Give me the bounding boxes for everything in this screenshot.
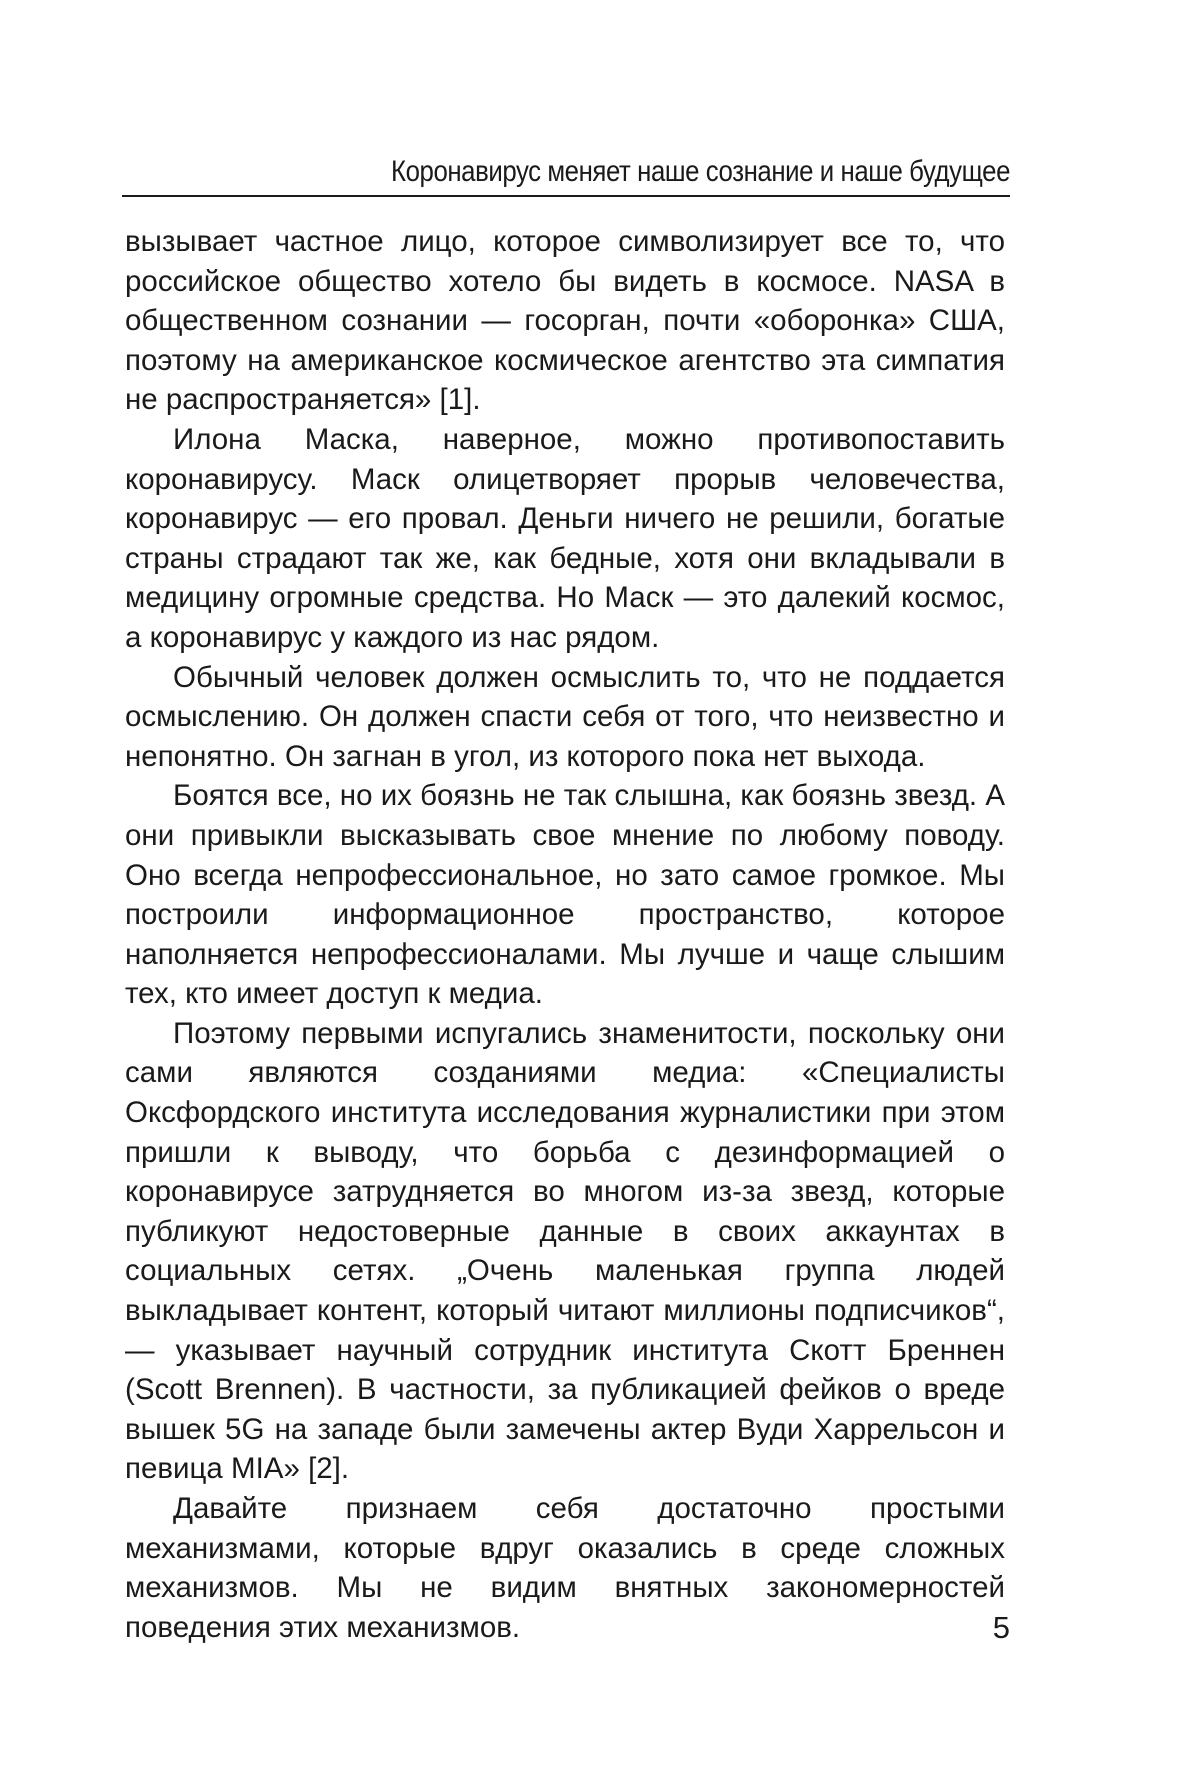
header-rule (122, 195, 1010, 197)
body-text (125, 222, 1005, 1647)
paragraph: Поэтому первыми испугались знаменитости, поскольку они сами являются созданиями медиа: «Специалисты Оксфордского института исследования журналистики при этом пришли к выводу, что борьба с дезинформацией о коронавирусе затрудняется во многом из-за звезд, которые публикуют недостоверные данные в своих аккаунтах в социальных сетях. „Очень маленькая группа людей выкладывает контент, который читают миллионы подписчиков“, — указывает научный сотрудник института Скотт Бреннен (Scott Brennen). В частности, за публикацией фейков о вреде вышек 5G на западе были замечены актер Вуди Харрельсон и певица MIA» [2]. (125, 1016, 1005, 1486)
paragraph-continuation: вызывает частное лицо, которое символизирует все то, что российское общество хотело бы видеть в космосе. NASA в общественном сознании — госорган, почти «оборонка» США, поэтому на американское космическое агентство эта симпатия не распространяется» [1]. (125, 225, 1005, 417)
paragraph: Давайте признаем себя достаточно простыми механизмами, которые вдруг оказались в среде сложных механизмов. Мы не видим внятных закономерностей поведения этих механизмов. (125, 1492, 1005, 1644)
running-header: Коронавирус меняет наше сознание и наше будущее (391, 155, 1010, 188)
page-number: 5 (992, 1610, 1010, 1645)
paragraph: Илона Маска, наверное, можно противопоставить коронавирусу. Маск олицетворяет прорыв человечества, коронавирус — его провал. Деньги ничего не решили, богатые страны страдают так же, как бедные, хотя они вкладывали в медицину огромные средства. Но Маск — это далекий космос, а коронавирус у каждого из нас рядом. (125, 422, 1005, 654)
paragraph: Боятся все, но их боязнь не так слышна, как боязнь звезд. А они привыкли высказывать свое мнение по любому поводу. Оно всегда непрофессиональное, но зато самое громкое. Мы построили информационное пространство, которое наполняется непрофессионалами. Мы лучше и чаще слышим тех, кто имеет доступ к медиа. (125, 779, 1005, 1011)
paragraph: Обычный человек должен осмыслить то, что не поддается осмыслению. Он должен спасти себя от того, что неизвестно и непонятно. Он загнан в угол, из которого пока нет выхода. (125, 660, 1005, 773)
